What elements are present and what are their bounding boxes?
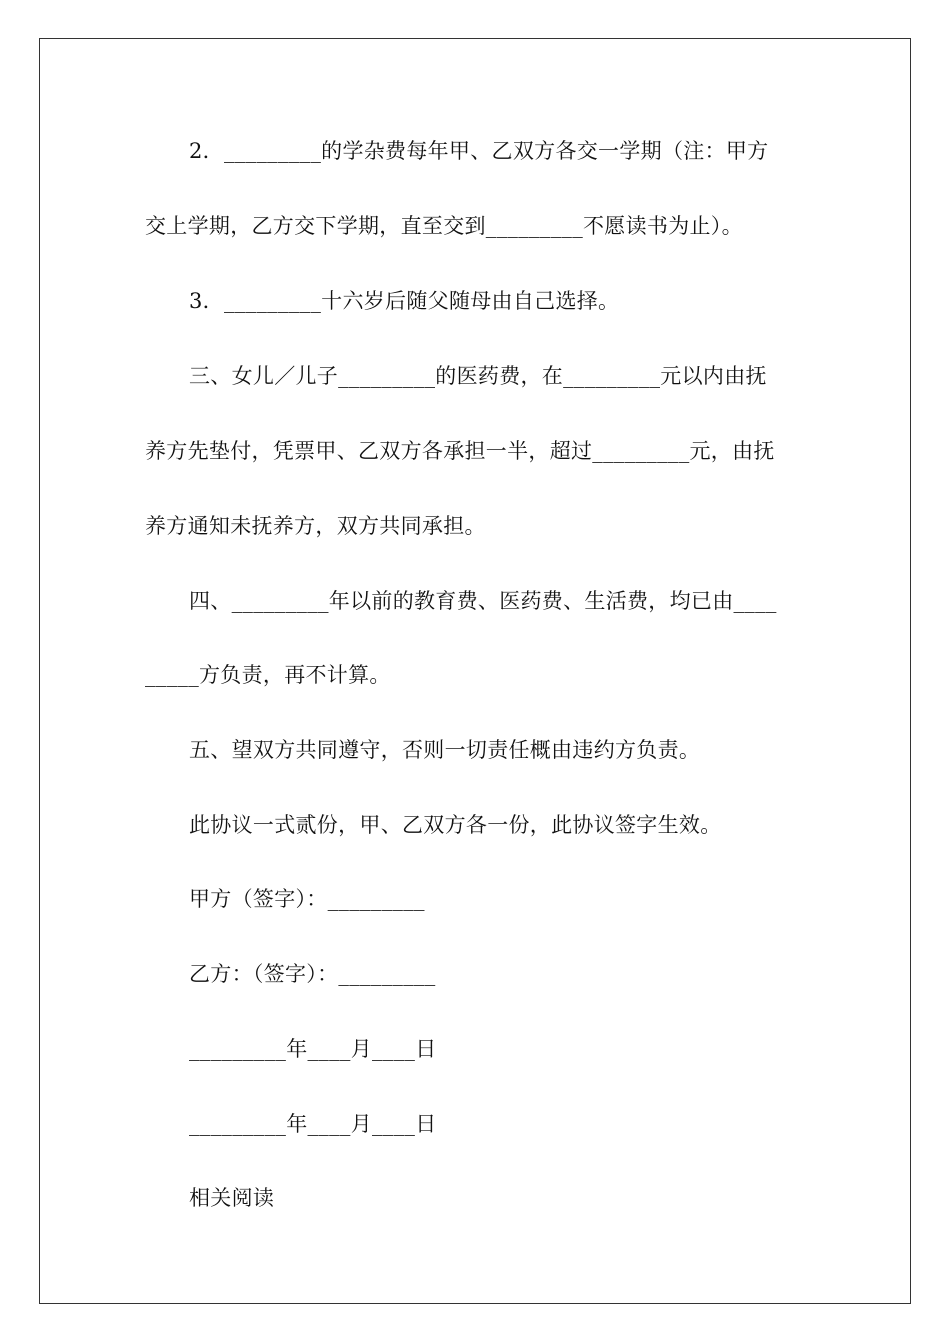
related-reading-heading: 相关阅读 [189, 1186, 275, 1210]
clause-5: 五、望双方共同遵守，否则一切责任概由违约方负责。 [189, 738, 701, 762]
clause-4-line-2: _____方负责，再不计算。 [145, 663, 391, 687]
clause-2-2-line-2: 交上学期，乙方交下学期，直至交到_________不愿读书为止）。 [145, 214, 743, 238]
clause-3-line-3: 养方通知未抚养方，双方共同承担。 [145, 514, 486, 538]
date-line-2: _________年____月____日 [189, 1112, 437, 1136]
date-line-1: _________年____月____日 [189, 1037, 437, 1061]
clause-4-line-1: 四、_________年以前的教育费、医药费、生活费，均已由____ [189, 589, 777, 613]
party-b-signature-line: 乙方：（签字）：_________ [189, 962, 436, 986]
party-a-signature-line: 甲方（签字）：_________ [189, 887, 425, 911]
clause-3-line-1: 三、女儿／儿子_________的医药费，在_________元以内由抚 [189, 364, 767, 388]
clause-2-3: 3．_________十六岁后随父随母由自己选择。 [189, 289, 620, 313]
agreement-validity-note: 此协议一式贰份，甲、乙双方各一份，此协议签字生效。 [189, 813, 722, 837]
clause-3-line-2: 养方先垫付，凭票甲、乙双方各承担一半，超过_________元，由抚 [145, 439, 775, 463]
clause-2-2-line-1: 2．_________的学杂费每年甲、乙双方各交一学期（注：甲方 [189, 139, 769, 163]
